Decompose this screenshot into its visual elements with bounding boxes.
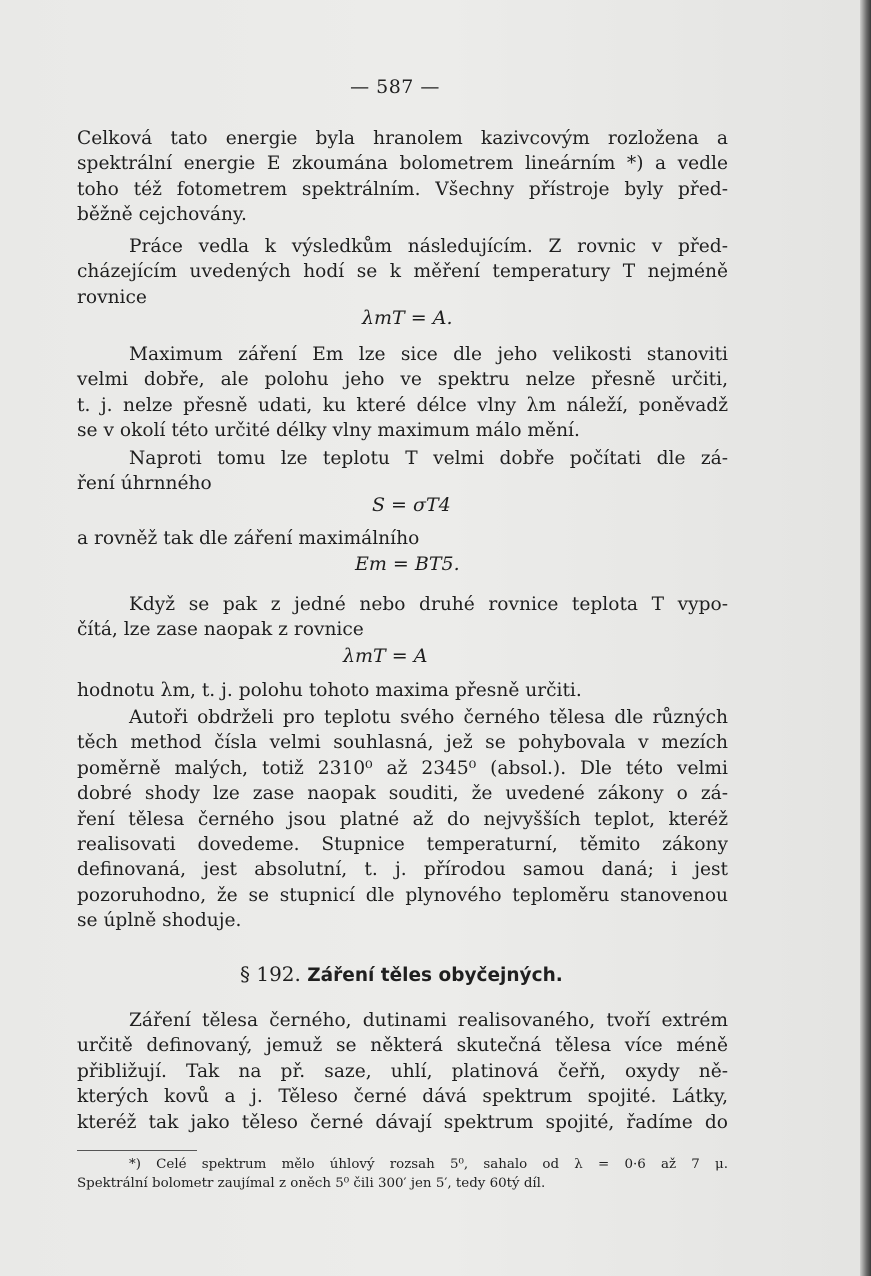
section-number: § 192. — [240, 962, 301, 986]
footnote-rule — [77, 1150, 197, 1151]
page-number: — 587 — — [350, 76, 440, 98]
text-line: velmi dobře, ale polohu jeho ve spektru nelze přesně určiti, — [77, 369, 728, 391]
section-heading — [240, 962, 600, 986]
text-line: běžně cejchovány. — [77, 204, 247, 226]
text-line: Záření tělesa černého, dutinami realisovaného, tvoří extrém — [129, 1010, 728, 1031]
text-line: ření tělesa černého jsou platné až do nejvyšších teplot, kteréž — [77, 808, 728, 830]
text-line: Autoři obdrželi pro teplotu svého černého tělesa dle různých — [129, 707, 728, 728]
text-line: t. j. nelze přesně udati, ku které délce vlny λm náleží, poněvadž — [77, 394, 728, 416]
paragraph-5 — [77, 526, 728, 551]
paragraph-6 — [77, 592, 728, 643]
text-line: realisovati dovedeme. Stupnice temperaturní, těmito zákony — [77, 833, 728, 855]
text-line: Práce vedla k výsledkům následujícím. Z rovnic v před- — [129, 236, 728, 257]
text-line: rovnice — [77, 286, 147, 308]
text-line: ření úhrnného — [77, 473, 212, 495]
equation-max-radiation: Em = BT5. — [355, 553, 460, 575]
text-line: a rovněž tak dle záření maximálního — [77, 528, 420, 549]
footnote-line: Spektrální bolometr zaujímal z oněch 5⁰ čili 300′ jen 5′, tedy 60tý díl. — [77, 1176, 546, 1191]
paragraph-4 — [77, 446, 728, 497]
equation-stefan-law: S = σT4 — [372, 494, 451, 516]
text-line: přibližují. Tak na př. saze, uhlí, platinová čeřň, oxydy ně- — [77, 1060, 728, 1082]
text-line: Celková tato energie byla hranolem kazivcovým rozložena a — [77, 128, 728, 149]
text-line: pozoruhodno, že se stupnicí dle plynového teploměru stanovenou — [77, 884, 728, 906]
paragraph-9 — [77, 1008, 728, 1135]
paragraph-1 — [77, 126, 728, 228]
text-line: těch method čísla velmi souhlasná, jež se pohybovala v mezích — [77, 732, 728, 754]
equation-wien-law: λmT = A. — [362, 307, 453, 329]
text-line: se úplně shoduje. — [77, 910, 242, 932]
paragraph-7 — [77, 678, 728, 703]
text-line: spektrální energie E zkoumána bolometrem lineárním *) a vedle — [77, 153, 728, 175]
text-line: Naproti tomu lze teplotu T velmi dobře počítati dle zá- — [129, 448, 728, 469]
text-line: Když se pak z jedné nebo druhé rovnice teplota T vypo- — [129, 594, 728, 615]
text-line: dobré shody lze zase naopak souditi, že uvedené zákony o zá- — [77, 783, 728, 805]
paragraph-2 — [77, 234, 728, 310]
text-line: Maximum záření Em lze sice dle jeho velikosti stanoviti — [129, 344, 728, 365]
text-line: toho též fotometrem spektrálním. Všechny přístroje byly před- — [77, 178, 728, 200]
text-line: definovaná, jest absolutní, t. j. přírodou samou daná; i jest — [77, 859, 728, 881]
text-line: kteréž tak jako těleso černé dávají spektrum spojité, řadíme do — [77, 1111, 728, 1133]
text-line: cházejícím uvedených hodí se k měření temperatury T nejméně — [77, 261, 728, 283]
text-line: poměrně malých, totiž 2310⁰ až 2345⁰ (absol.). Dle této velmi — [77, 757, 728, 779]
paragraph-8 — [77, 705, 728, 934]
footnote-line: *) Celé spektrum mělo úhlový rozsah 5⁰, sahalo od λ = 0·6 až 7 μ. — [129, 1157, 728, 1172]
equation-wien-law-repeat: λmT = A — [343, 645, 428, 667]
section-title: Záření těles obyčejných. — [307, 965, 563, 986]
footnote — [77, 1155, 728, 1193]
text-line: kterých kovů a j. Těleso černé dává spektrum spojité. Látky, — [77, 1086, 728, 1108]
page-edge — [860, 0, 871, 1276]
text-line: čítá, lze zase naopak z rovnice — [77, 619, 364, 641]
text-line: určitě definovaný, jemuž se některá skutečná tělesa více méně — [77, 1035, 728, 1057]
text-line: se v okolí této určité délky vlny maximum málo mění. — [77, 420, 580, 442]
text-line: hodnotu λm, t. j. polohu tohoto maxima přesně určiti. — [77, 680, 582, 701]
paragraph-3 — [77, 342, 728, 444]
